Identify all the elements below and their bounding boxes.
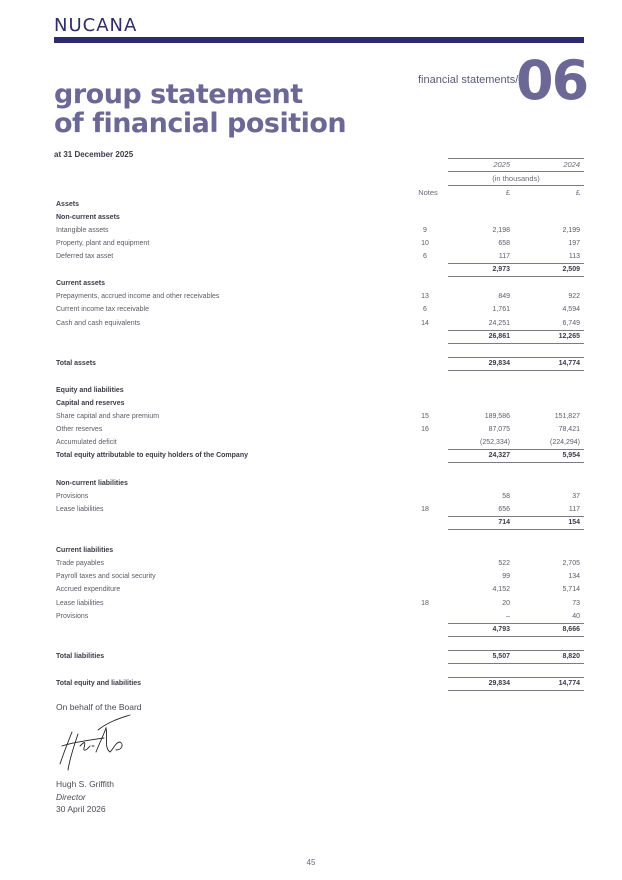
row-note: 10 — [421, 240, 429, 247]
table-row — [56, 266, 584, 279]
table-row — [56, 201, 584, 214]
table-row — [56, 452, 584, 465]
table-row — [56, 333, 584, 346]
total-rule — [448, 449, 584, 450]
row-note: 13 — [421, 293, 429, 300]
row-value-2025: 26,861 — [488, 333, 510, 340]
currency-2024: £ — [575, 188, 580, 197]
row-label: Non-current liabilities — [56, 480, 128, 487]
table-row — [56, 293, 584, 306]
header-rule — [448, 171, 584, 172]
total-rule — [448, 330, 584, 331]
table-row — [56, 480, 584, 493]
signoff-date: 30 April 2026 — [56, 804, 106, 814]
title-line-1: group statement — [54, 79, 303, 110]
table-row — [56, 626, 584, 639]
total-rule — [448, 370, 584, 371]
col-year-2025: 2025 — [493, 160, 510, 169]
row-label: Capital and reserves — [56, 400, 125, 407]
table-row — [56, 586, 584, 599]
row-label: Trade payables — [56, 560, 104, 567]
row-note: 14 — [421, 320, 429, 327]
table-row — [56, 240, 584, 253]
row-value-2024: 197 — [568, 240, 580, 247]
row-value-2024: 4,594 — [562, 306, 580, 313]
row-label: Cash and cash equivalents — [56, 320, 141, 327]
currency-2025: £ — [505, 188, 510, 197]
table-row — [56, 653, 584, 666]
row-value-2025: 24,327 — [488, 452, 510, 459]
total-rule — [448, 357, 584, 358]
row-value-2025: 4,793 — [492, 626, 510, 633]
signatory-name: Hugh S. Griffith — [56, 779, 114, 789]
row-value-2025: 4,152 — [492, 586, 510, 593]
row-value-2025: (252,334) — [480, 439, 510, 446]
row-value-2025: 87,075 — [488, 426, 510, 433]
row-value-2025: 189,586 — [484, 413, 510, 420]
table-row — [56, 227, 584, 240]
row-value-2024: 14,774 — [558, 360, 580, 367]
units-label: (in thousands) — [492, 174, 540, 183]
row-value-2024: 5,714 — [562, 586, 580, 593]
header-bar — [54, 37, 584, 43]
table-row — [56, 413, 584, 426]
total-rule — [448, 529, 584, 530]
statement-date: at 31 December 2025 — [54, 150, 134, 159]
row-note: 18 — [421, 600, 429, 607]
row-label: Current income tax receivable — [56, 306, 149, 313]
total-rule — [448, 516, 584, 517]
row-value-2025: 849 — [498, 293, 510, 300]
row-value-2024: 2,509 — [562, 266, 580, 273]
row-label: Current assets — [56, 280, 106, 287]
table-row — [56, 506, 584, 519]
header-rule — [448, 158, 584, 159]
notes-header: Notes — [418, 188, 438, 197]
table-row — [56, 547, 584, 560]
row-label: Share capital and share premium — [56, 413, 160, 420]
row-value-2025: 2,198 — [492, 227, 510, 234]
page-title — [54, 80, 346, 138]
table-row — [56, 600, 584, 613]
row-value-2024: 151,827 — [554, 413, 580, 420]
section-number: 06 — [516, 49, 588, 112]
total-rule — [448, 276, 584, 277]
row-value-2024: 113 — [568, 253, 580, 260]
table-row — [56, 493, 584, 506]
section-label: financial statements/ — [418, 74, 519, 86]
row-value-2025: 658 — [498, 240, 510, 247]
row-value-2025: 2,973 — [492, 266, 510, 273]
table-row — [56, 426, 584, 439]
row-value-2024: 154 — [568, 519, 580, 526]
director-signature — [54, 712, 134, 774]
row-label: Total equity attributable to equity holders of the Company — [56, 452, 248, 459]
total-rule — [448, 677, 584, 678]
row-value-2024: 5,954 — [562, 452, 580, 459]
table-row — [56, 320, 584, 333]
row-label: Total equity and liabilities — [56, 680, 142, 687]
row-label: Prepayments, accrued income and other receivables — [56, 293, 220, 300]
row-value-2025: 1,761 — [492, 306, 510, 313]
table-row — [56, 573, 584, 586]
company-logo: NUCANA — [54, 15, 138, 36]
row-value-2025: 117 — [498, 253, 510, 260]
row-note: 6 — [423, 306, 427, 313]
row-value-2024: (224,294) — [550, 439, 580, 446]
row-value-2025: 24,251 — [488, 320, 510, 327]
table-row — [56, 613, 584, 626]
table-row — [56, 280, 584, 293]
row-value-2024: 117 — [568, 506, 580, 513]
col-year-2024: 2024 — [563, 160, 580, 169]
row-label: Property, plant and equipment — [56, 240, 150, 247]
table-row — [56, 253, 584, 266]
total-rule — [448, 623, 584, 624]
row-label: Lease liabilities — [56, 600, 104, 607]
header-rule — [448, 185, 584, 186]
table-row — [56, 519, 584, 532]
row-value-2024: 2,199 — [562, 227, 580, 234]
row-value-2025: 29,834 — [488, 680, 510, 687]
row-value-2024: 73 — [572, 600, 580, 607]
board-signoff: On behalf of the Board — [56, 702, 142, 712]
row-label: Intangible assets — [56, 227, 109, 234]
row-value-2024: 8,666 — [562, 626, 580, 633]
row-label: Total liabilities — [56, 653, 105, 660]
row-label: Accumulated deficit — [56, 439, 117, 446]
table-row — [56, 400, 584, 413]
row-label: Current liabilities — [56, 547, 114, 554]
row-value-2025: 20 — [502, 600, 510, 607]
row-label: Provisions — [56, 493, 89, 500]
table-row — [56, 439, 584, 452]
table-row — [56, 387, 584, 400]
page-number: 45 — [306, 858, 316, 867]
total-rule — [448, 650, 584, 651]
row-note: 16 — [421, 426, 429, 433]
row-note: 18 — [421, 506, 429, 513]
table-row — [56, 360, 584, 373]
total-rule — [448, 690, 584, 691]
row-value-2024: 37 — [572, 493, 580, 500]
row-note: 15 — [421, 413, 429, 420]
signatory-block — [56, 778, 114, 816]
row-value-2025: 99 — [502, 573, 510, 580]
row-label: Provisions — [56, 613, 89, 620]
row-value-2025: 58 — [502, 493, 510, 500]
title-line-2: of financial position — [54, 108, 347, 139]
row-label: Other reserves — [56, 426, 103, 433]
signatory-role: Director — [56, 791, 86, 802]
row-label: Lease liabilities — [56, 506, 104, 513]
total-rule — [448, 343, 584, 344]
row-label: Equity and liabilities — [56, 387, 124, 394]
row-value-2024: 8,820 — [562, 653, 580, 660]
row-label: Accrued expenditure — [56, 586, 121, 593]
row-value-2024: 12,265 — [558, 333, 580, 340]
table-row — [56, 560, 584, 573]
row-value-2024: 78,421 — [558, 426, 580, 433]
total-rule — [448, 462, 584, 463]
row-value-2024: 14,774 — [558, 680, 580, 687]
total-rule — [448, 263, 584, 264]
row-value-2024: 40 — [572, 613, 580, 620]
total-rule — [448, 636, 584, 637]
row-value-2024: 922 — [568, 293, 580, 300]
row-value-2025: 656 — [498, 506, 510, 513]
table-row — [56, 214, 584, 227]
row-label: Total assets — [56, 360, 96, 367]
row-value-2024: 6,749 — [562, 320, 580, 327]
row-value-2025: – — [506, 613, 510, 620]
row-value-2025: 522 — [498, 560, 510, 567]
row-label: Non-current assets — [56, 214, 120, 221]
row-label: Assets — [56, 201, 79, 208]
total-rule — [448, 663, 584, 664]
row-value-2024: 2,705 — [562, 560, 580, 567]
row-note: 6 — [423, 253, 427, 260]
row-value-2025: 29,834 — [488, 360, 510, 367]
row-value-2024: 134 — [568, 573, 580, 580]
row-label: Deferred tax asset — [56, 253, 114, 260]
row-note: 9 — [423, 227, 427, 234]
table-row — [56, 680, 584, 693]
row-label: Payroll taxes and social security — [56, 573, 156, 580]
table-row — [56, 306, 584, 319]
row-value-2025: 5,507 — [492, 653, 510, 660]
row-value-2025: 714 — [498, 519, 510, 526]
